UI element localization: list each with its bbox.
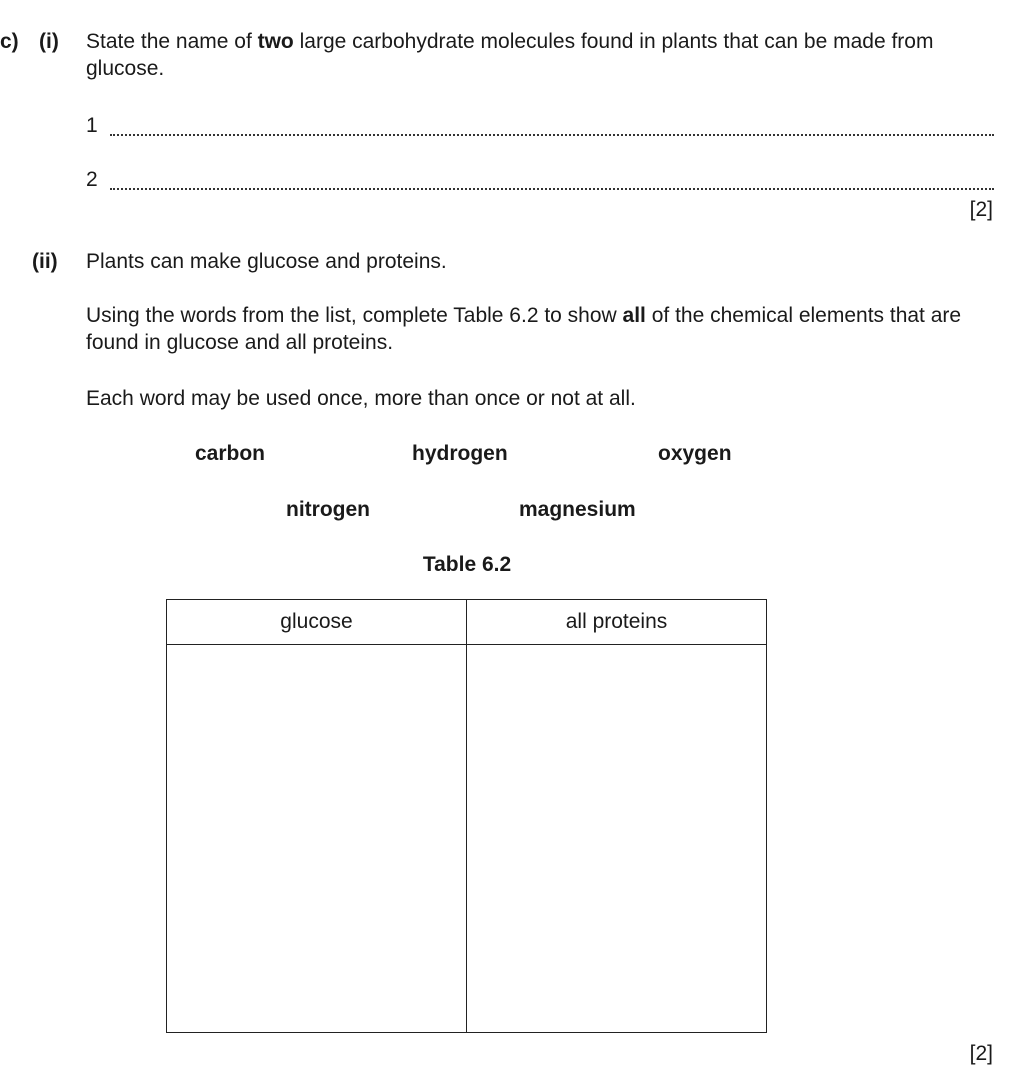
table-header-glucose: glucose	[167, 600, 467, 645]
answer-line-number: 2	[86, 168, 98, 191]
word-list-item: hydrogen	[412, 442, 508, 465]
subquestion-ii-instruction	[86, 302, 996, 357]
word-list-item: nitrogen	[286, 498, 370, 521]
subquestion-i-text-emphasis: two	[257, 30, 294, 53]
word-list-item: carbon	[195, 442, 266, 465]
marks-ii: [2]	[969, 1042, 993, 1065]
instruction-suffix: of the chemical elements that are found in glucose and all proteins.	[86, 304, 962, 355]
subquestion-i-text-suffix: large carbohydrate molecules found in plants that can be made from glucose.	[86, 30, 934, 81]
table-cell-glucose-answer[interactable]	[167, 645, 467, 1033]
answer-line-number: 1	[86, 114, 98, 137]
table-header-row	[167, 600, 767, 645]
subquestion-ii-note: Each word may be used once, more than once or not at all.	[86, 387, 636, 410]
word-list-item: oxygen	[658, 442, 732, 465]
subquestion-i-text	[86, 28, 996, 83]
question-part-label: c)	[0, 30, 19, 53]
subquestion-i-label: (i)	[39, 30, 59, 53]
subquestion-ii-label: (ii)	[32, 250, 58, 273]
table-cell-proteins-answer[interactable]	[467, 645, 767, 1033]
answer-dotted-line[interactable]	[110, 188, 994, 190]
table-answer-row[interactable]	[167, 645, 767, 1033]
marks-i: [2]	[969, 198, 993, 221]
elements-table	[166, 599, 767, 1033]
instruction-emphasis: all	[622, 304, 646, 327]
instruction-prefix: Using the words from the list, complete Table 6.2 to show	[86, 304, 623, 327]
table-caption: Table 6.2	[422, 553, 512, 576]
subquestion-ii-statement: Plants can make glucose and proteins.	[86, 250, 447, 273]
word-list-item: magnesium	[519, 498, 636, 521]
answer-dotted-line[interactable]	[110, 134, 994, 136]
table-header-all-proteins: all proteins	[467, 600, 767, 645]
answer-line-2[interactable]	[86, 166, 996, 194]
answer-line-1[interactable]	[86, 112, 996, 140]
subquestion-i-text-prefix: State the name of	[86, 30, 258, 53]
